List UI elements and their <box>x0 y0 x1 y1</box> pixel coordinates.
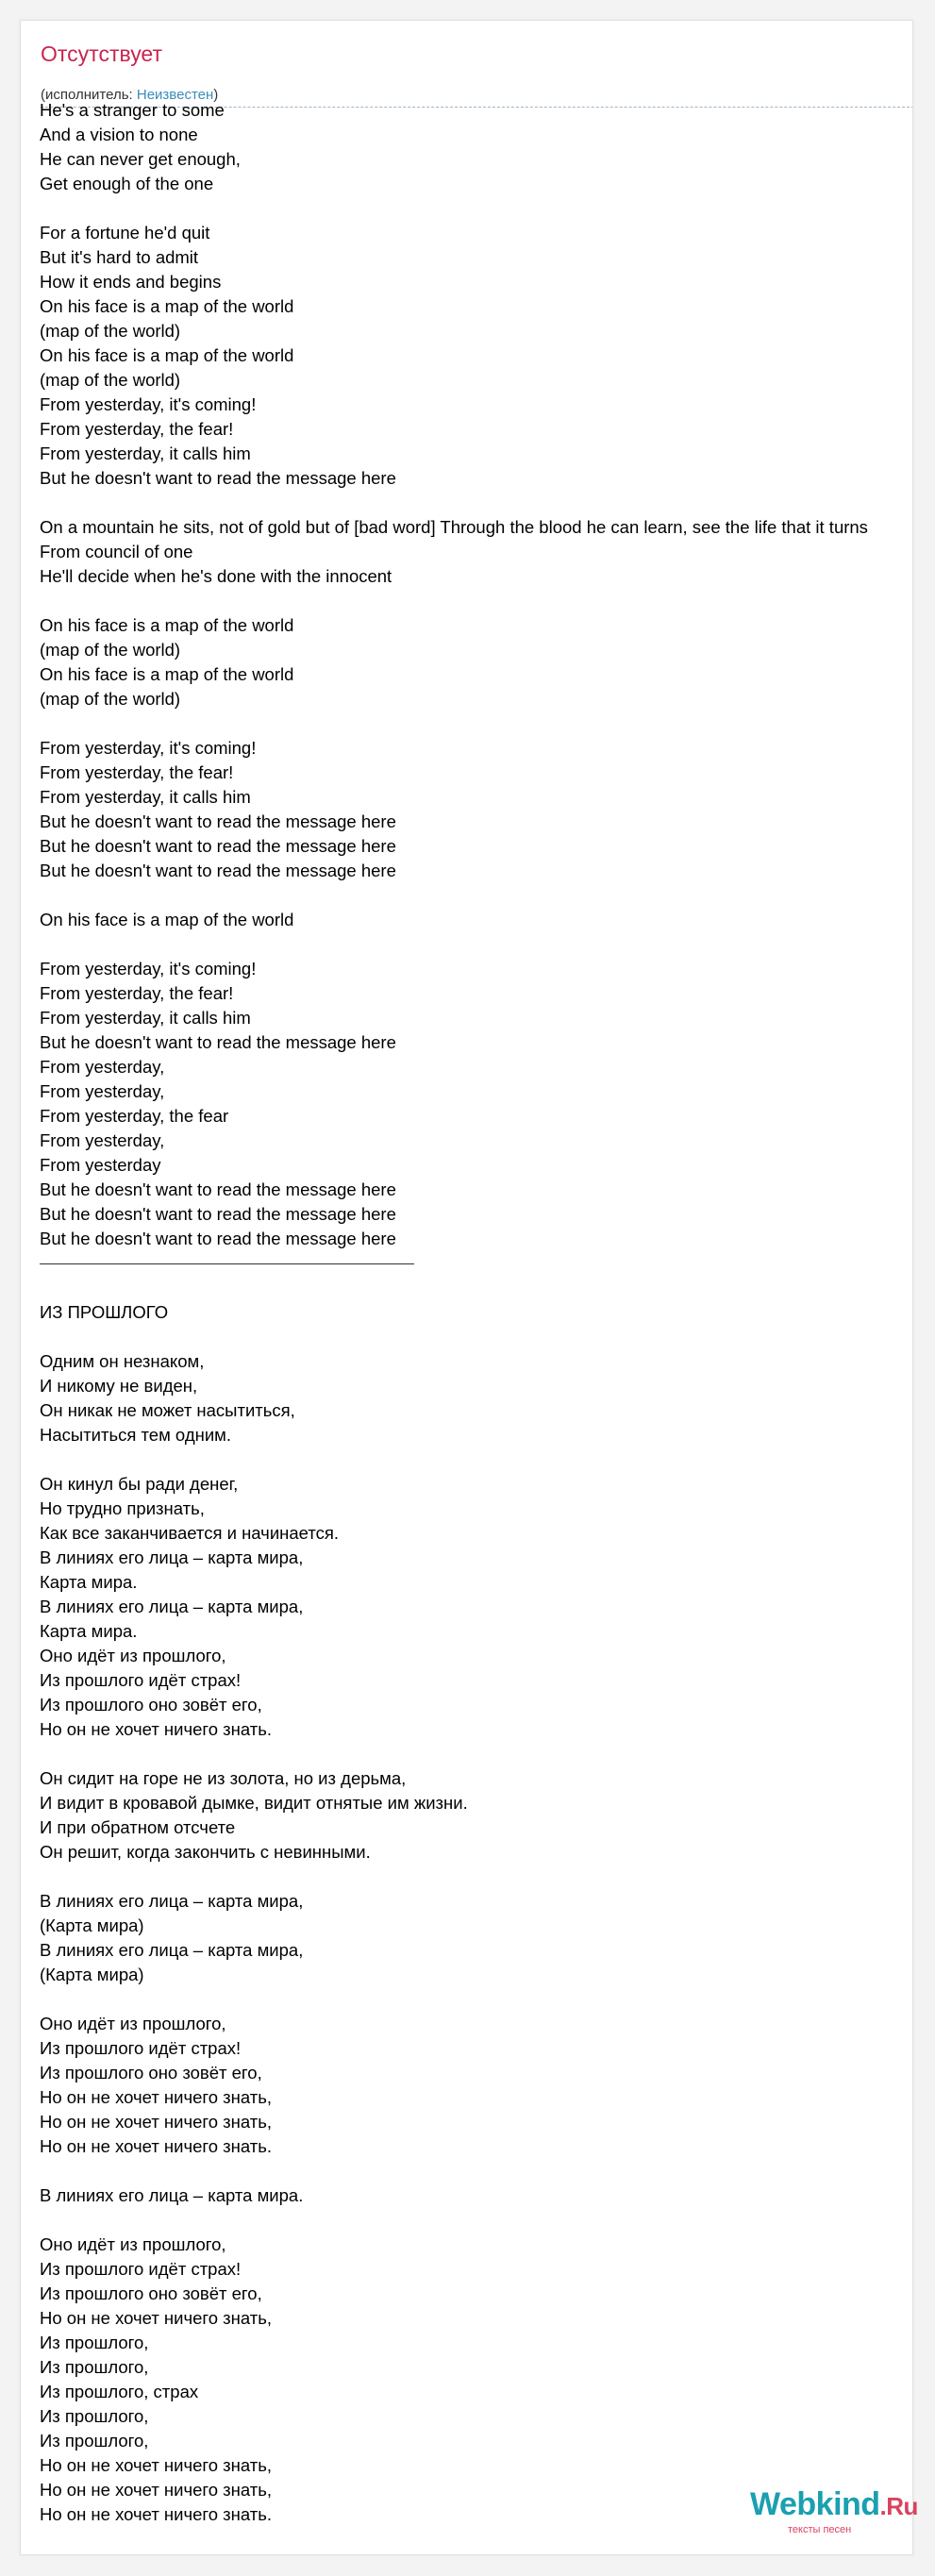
lyric-line: From yesterday, the fear! <box>40 419 234 439</box>
lyric-line: Он сидит на горе не из золота, но из дерьма, <box>40 1768 407 1788</box>
lyric-line: (Карта мира) <box>40 1965 144 1984</box>
lyric-line: Но он не хочет ничего знать, <box>40 2308 273 2328</box>
lyric-line: On his face is a map of the world <box>40 615 294 635</box>
lyric-line: Из прошлого идёт страх! <box>40 2038 242 2058</box>
lyric-line: On his face is a map of the world <box>40 296 294 316</box>
artist-suffix: ) <box>213 87 219 103</box>
lyrics-separator <box>40 1251 913 1276</box>
lyric-line: Из прошлого идёт страх! <box>40 2259 242 2279</box>
lyric-line: From yesterday, it calls him <box>40 1008 251 1028</box>
logo-tagline: тексты песен <box>788 2524 852 2535</box>
lyric-line: Но он не хочет ничего знать. <box>40 2136 273 2156</box>
lyric-line: On his face is a map of the world <box>40 664 294 684</box>
lyric-line: Но он не хочет ничего знать. <box>40 2504 273 2524</box>
blank-line <box>40 1447 913 1472</box>
lyric-line: И никому не виден, <box>40 1376 198 1396</box>
artist-prefix: (исполнитель: <box>41 87 137 103</box>
logo-word: Webkind <box>750 2486 880 2522</box>
song-title: Отсутствует <box>41 42 162 66</box>
lyric-line: But he doesn't want to read the message here <box>40 811 396 831</box>
blank-line <box>40 1865 913 1889</box>
lyrics-body <box>40 98 913 2527</box>
blank-line <box>40 1325 913 1349</box>
lyric-line: Из прошлого оно зовёт его, <box>40 2063 262 2083</box>
lyric-line: Из прошлого, <box>40 2406 149 2426</box>
lyric-line: Из прошлого, страх <box>40 2382 199 2401</box>
lyric-line: Одним он незнаком, <box>40 1351 205 1371</box>
logo-tld: .Ru <box>879 2492 918 2520</box>
lyric-line: And a vision to none <box>40 125 198 144</box>
lyric-line: Из прошлого, <box>40 2333 149 2352</box>
lyric-line: Но он не хочет ничего знать. <box>40 1719 273 1739</box>
lyric-line: From yesterday, <box>40 1130 165 1150</box>
lyric-line: ИЗ ПРОШЛОГО <box>40 1302 169 1322</box>
lyrics-page <box>20 20 913 2555</box>
lyric-line: Карта мира. <box>40 1621 138 1641</box>
blank-line <box>40 2159 913 2183</box>
lyric-line: But it's hard to admit <box>40 247 199 267</box>
lyric-line: Он решит, когда закончить с невинными. <box>40 1842 371 1862</box>
lyric-line: Как все заканчивается и начинается. <box>40 1523 340 1543</box>
lyric-line: В линиях его лица – карта мира, <box>40 1891 304 1911</box>
lyric-line: From yesterday, <box>40 1081 165 1101</box>
lyric-line: He can never get enough, <box>40 149 241 169</box>
lyric-line: Но трудно признать, <box>40 1498 205 1518</box>
lyric-line: But he doesn't want to read the message here <box>40 1229 396 1248</box>
lyric-line: (map of the world) <box>40 640 181 660</box>
lyric-line: Оно идёт из прошлого, <box>40 1646 226 1665</box>
lyric-line: On his face is a map of the world <box>40 345 294 365</box>
lyric-line: But he doesn't want to read the message here <box>40 1179 396 1199</box>
artist-link[interactable]: Неизвестен <box>136 87 214 103</box>
lyric-line: From yesterday, the fear! <box>40 762 234 782</box>
site-logo[interactable] <box>750 2484 920 2550</box>
lyric-line: Карта мира. <box>40 1572 138 1592</box>
lyric-line: Но он не хочет ничего знать, <box>40 2455 273 2475</box>
lyric-line: But he doesn't want to read the message here <box>40 468 396 488</box>
lyric-line: В линиях его лица – карта мира, <box>40 1597 304 1616</box>
lyric-line: И видит в кровавой дымке, видит отнятые им жизни. <box>40 1793 468 1813</box>
lyric-line: From yesterday, it calls him <box>40 787 251 807</box>
lyric-line: But he doesn't want to read the message here <box>40 1032 396 1052</box>
blank-line <box>40 711 913 736</box>
lyric-line: From yesterday, it's coming! <box>40 394 257 414</box>
lyric-line: Оно идёт из прошлого, <box>40 2234 226 2254</box>
lyric-line: How it ends and begins <box>40 272 222 292</box>
lyric-line: From yesterday <box>40 1155 161 1175</box>
lyric-line: From yesterday, it calls him <box>40 443 251 463</box>
blank-line <box>40 491 913 515</box>
lyric-line: Из прошлого, <box>40 2431 149 2451</box>
lyric-line: But he doesn't want to read the message here <box>40 836 396 856</box>
blank-line <box>40 2208 913 2233</box>
original-lyrics <box>40 98 913 1251</box>
lyric-line: But he doesn't want to read the message here <box>40 1204 396 1224</box>
logo-wordmark <box>750 2484 918 2527</box>
blank-line <box>40 196 913 221</box>
lyric-line: (map of the world) <box>40 321 181 341</box>
lyric-line: В линиях его лица – карта мира, <box>40 1940 304 1960</box>
lyric-line: Из прошлого оно зовёт его, <box>40 2283 262 2303</box>
lyric-line: Get enough of the one <box>40 174 214 193</box>
blank-line <box>40 589 913 613</box>
translation-lyrics <box>40 1300 913 2527</box>
lyric-line: Но он не хочет ничего знать, <box>40 2480 273 2500</box>
blank-line <box>40 1742 913 1766</box>
lyric-line: (Карта мира) <box>40 1915 144 1935</box>
blank-line <box>40 932 913 957</box>
lyric-line: Из прошлого идёт страх! <box>40 1670 242 1690</box>
lyric-line: В линиях его лица – карта мира. <box>40 2185 304 2205</box>
lyric-line: On a mountain he sits, not of gold but of [bad word] Through the blood he can learn, see the life that it turns <box>40 517 868 537</box>
lyric-line: But he doesn't want to read the message here <box>40 861 396 880</box>
lyric-line: For a fortune he'd quit <box>40 223 210 243</box>
lyric-line: Но он не хочет ничего знать, <box>40 2112 273 2132</box>
blank-line <box>40 1987 913 2012</box>
lyric-line: Но он не хочет ничего знать, <box>40 2087 273 2107</box>
blank-line <box>40 1276 913 1300</box>
lyric-line: From yesterday, it's coming! <box>40 959 257 979</box>
lyric-line: Насытиться тем одним. <box>40 1425 232 1445</box>
lyric-line: (map of the world) <box>40 370 181 390</box>
lyric-line: From yesterday, the fear! <box>40 983 234 1003</box>
separator-rule <box>40 1263 414 1264</box>
lyric-line: From yesterday, <box>40 1057 165 1077</box>
lyric-line: Он кинул бы ради денег, <box>40 1474 239 1494</box>
lyric-line: From yesterday, the fear <box>40 1106 229 1126</box>
lyric-line: From yesterday, it's coming! <box>40 738 257 758</box>
lyric-line: Из прошлого, <box>40 2357 149 2377</box>
lyric-line: He'll decide when he's done with the innocent <box>40 566 392 586</box>
lyric-line: В линиях его лица – карта мира, <box>40 1547 304 1567</box>
lyric-line: Оно идёт из прошлого, <box>40 2014 226 2033</box>
lyric-line: On his face is a map of the world <box>40 910 294 929</box>
lyric-line: He's a stranger to some <box>40 100 225 120</box>
lyric-line: Из прошлого оно зовёт его, <box>40 1695 262 1715</box>
lyric-line: И при обратном отсчете <box>40 1817 236 1837</box>
lyric-line: From council of one <box>40 542 193 561</box>
lyric-line: Он никак не может насытиться, <box>40 1400 295 1420</box>
blank-line <box>40 883 913 908</box>
lyric-line: (map of the world) <box>40 689 181 709</box>
